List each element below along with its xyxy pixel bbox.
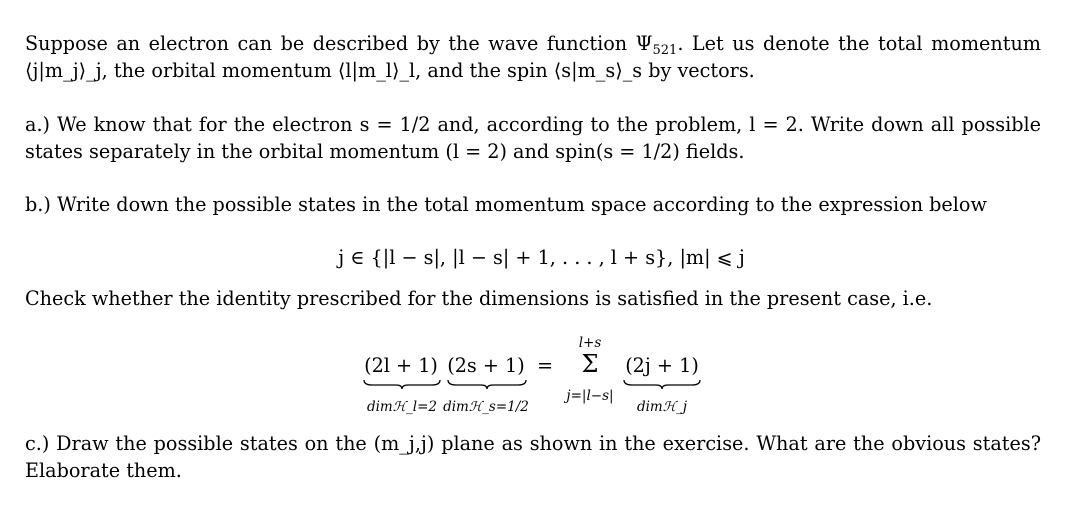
identity-equals: = — [536, 354, 554, 377]
part-a-line-2: states separately in the orbital momentum (l = 2) and spin(s = 1/2) fields. — [25, 140, 745, 163]
part-c-paragraph — [25, 430, 1041, 484]
check-paragraph — [25, 285, 1041, 312]
sum-lower-limit: j=|l−s| — [566, 388, 614, 404]
psi-subscript: 521 — [652, 43, 678, 58]
underbrace-orbital — [362, 378, 442, 390]
intro-text-a: Suppose an electron can be described by the wave function — [25, 32, 636, 55]
identity-term-spin: (2s + 1) — [447, 354, 525, 377]
label-dim-orbital: dimℋ_l=2 — [366, 399, 438, 415]
part-b-paragraph — [25, 191, 1041, 218]
identity-term-orbital: (2l + 1) — [364, 354, 438, 377]
part-b-line-1: b.) Write down the possible states in the total momentum space according to the expression below — [25, 193, 987, 216]
intro-text-b: . Let us denote the total momentum — [677, 32, 1041, 55]
label-dim-spin: dimℋ_s=1/2 — [443, 399, 529, 415]
intro-paragraph — [25, 30, 1041, 84]
psi-symbol: Ψ — [635, 32, 653, 55]
part-c-line-1: c.) Draw the possible states on the (m_j,j) plane as shown in the exercise. What are the obvious states? — [25, 432, 1041, 455]
intro-line-1 — [25, 30, 1041, 57]
underbrace-total — [622, 378, 702, 390]
label-dim-total: dimℋ_j — [636, 399, 688, 415]
part-a-paragraph — [25, 111, 1041, 165]
part-c-line-2: Elaborate them. — [25, 459, 182, 482]
sum-upper-limit: l+s — [578, 335, 602, 351]
sum-symbol: Σ — [581, 350, 599, 378]
dimension-identity — [0, 330, 1083, 420]
check-line: Check whether the identity prescribed for the dimensions is satisfied in the present case, i.e. — [25, 287, 933, 310]
identity-term-total: (2j + 1) — [625, 354, 699, 377]
part-a-line-1: a.) We know that for the electron s = 1/2 and, according to the problem, l = 2. Write down all possible — [25, 113, 1041, 136]
total-momentum-equation: j ∈ {|l − s|, |l − s| + 1, . . . , l + s}, |m| ⩽ j — [338, 246, 745, 269]
underbrace-spin — [446, 378, 528, 390]
intro-line-2: ⟨j|m_j⟩_j, the orbital momentum ⟨l|m_l⟩_l, and the spin ⟨s|m_s⟩_s by vectors. — [25, 59, 755, 82]
